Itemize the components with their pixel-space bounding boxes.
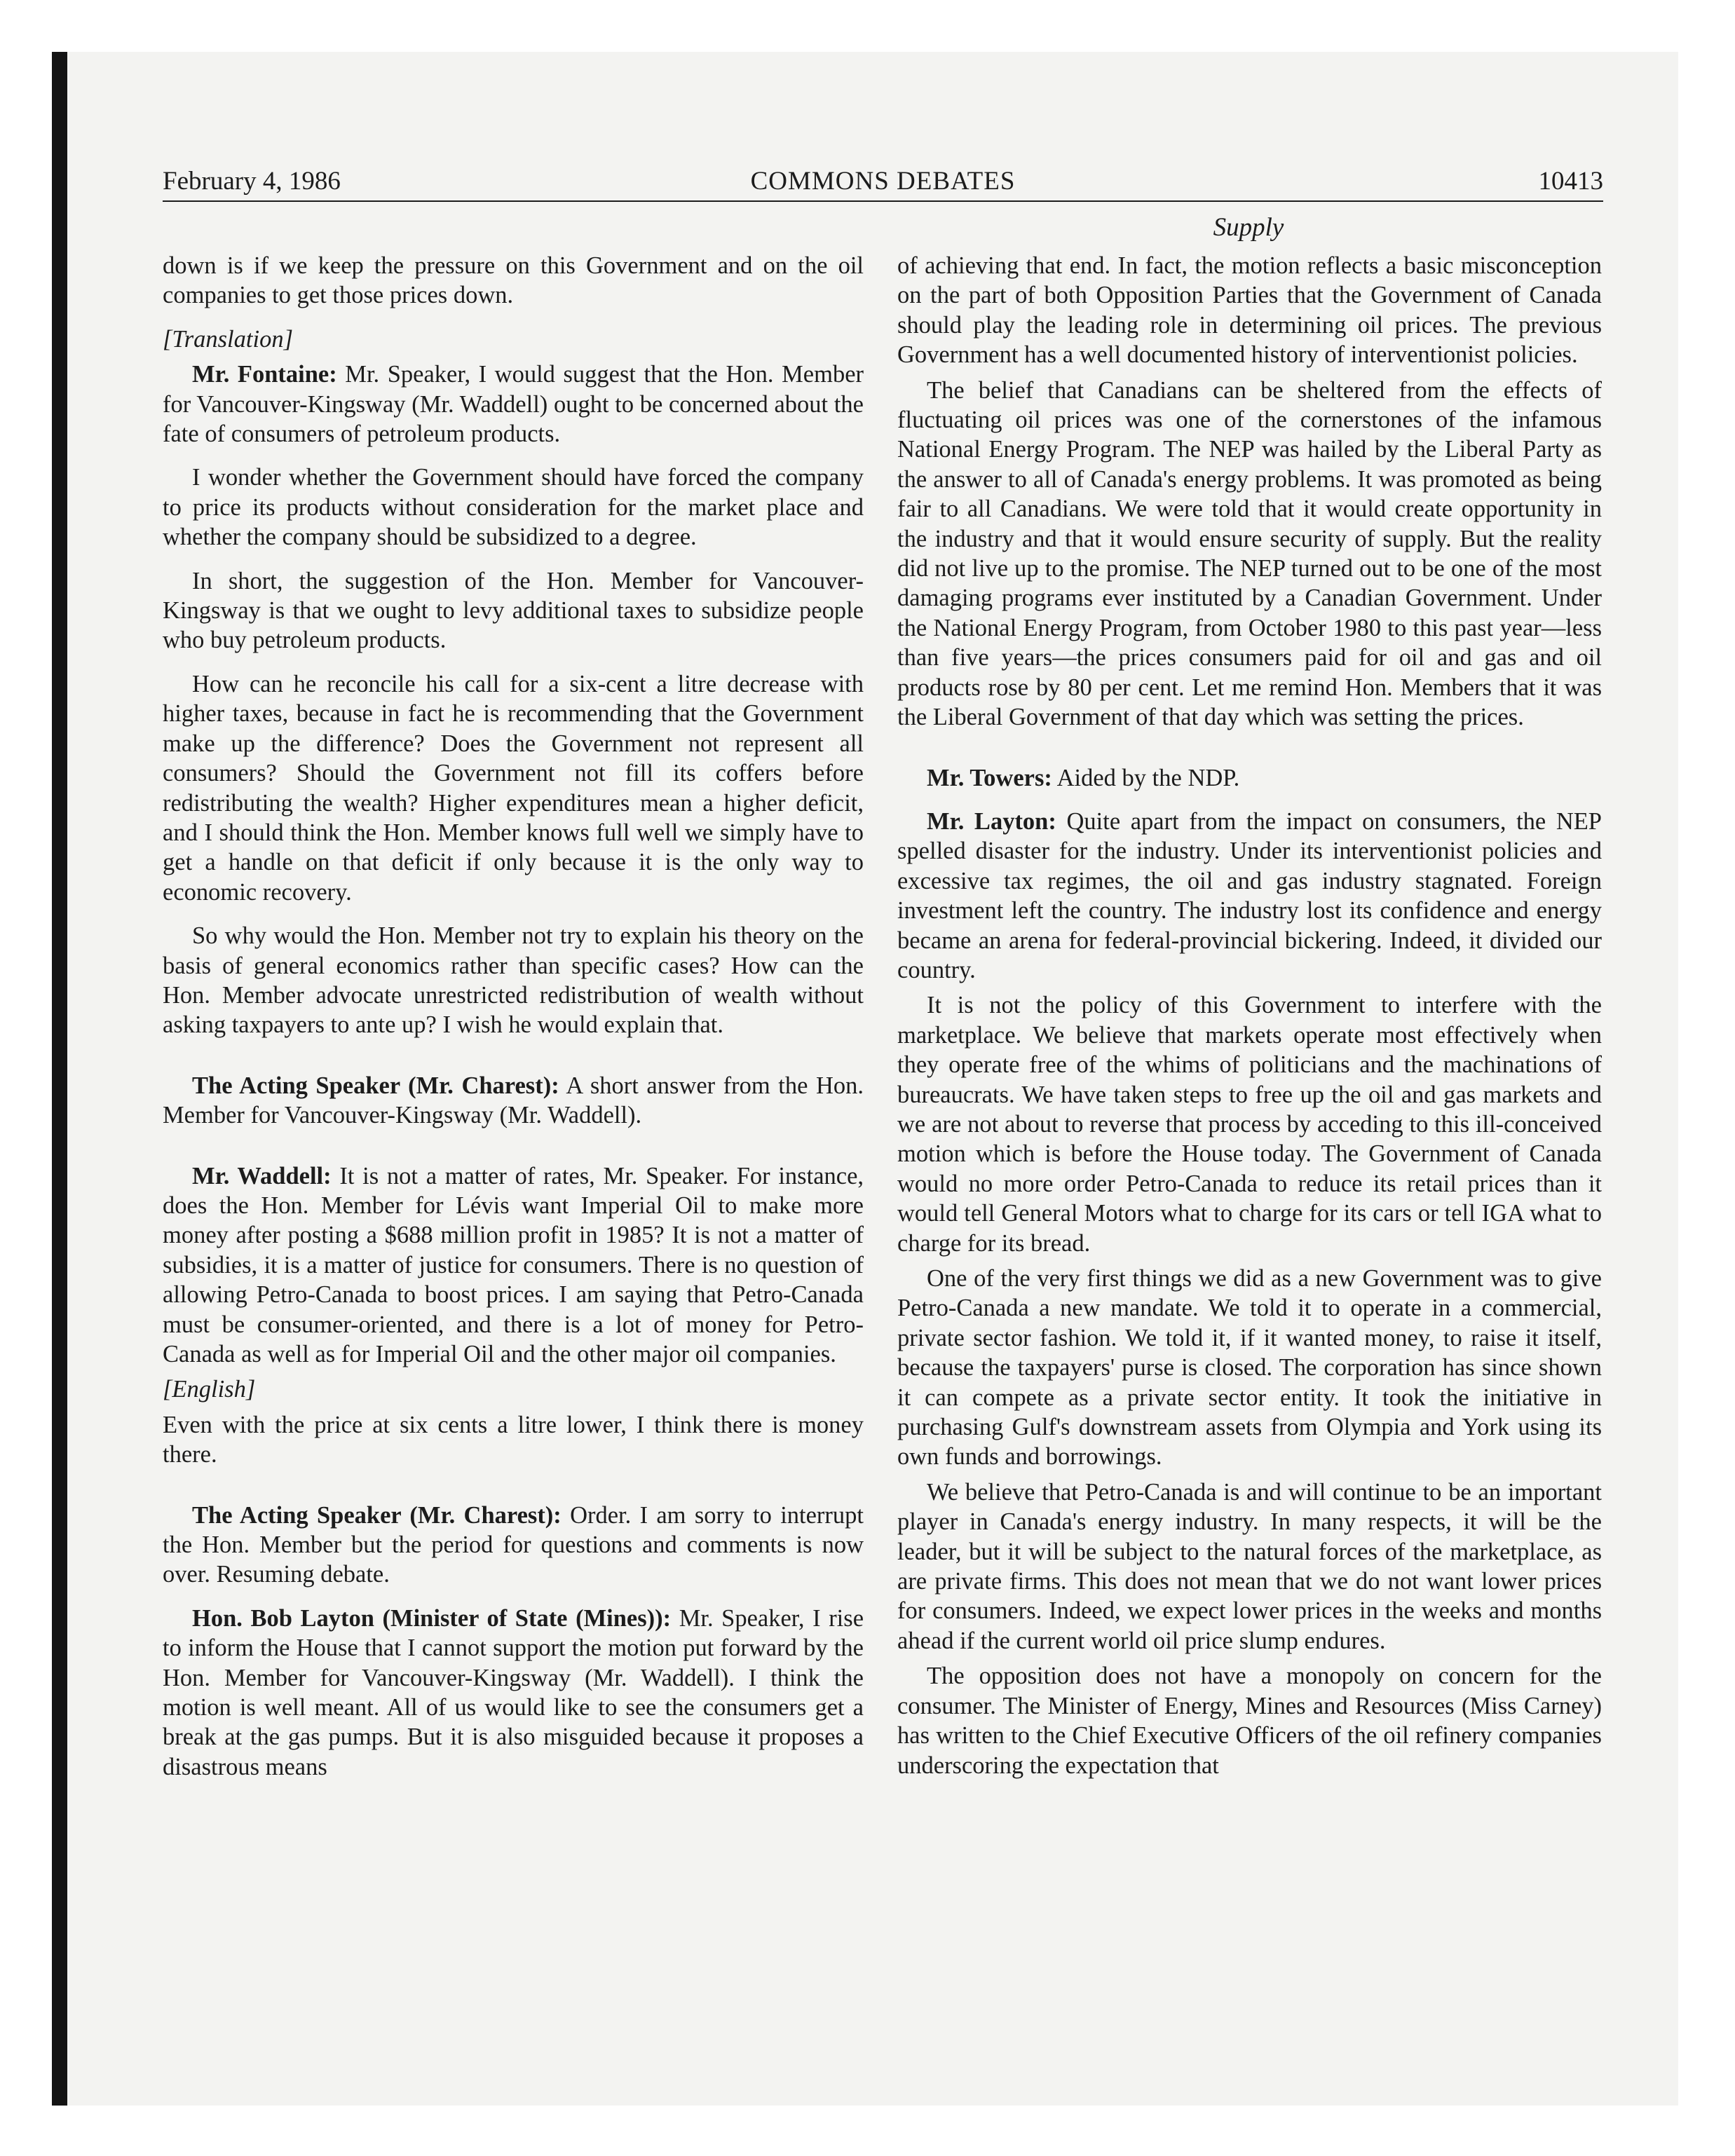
right-column — [897, 251, 1602, 1780]
header-date: February 4, 1986 — [163, 167, 341, 196]
paragraph: Hon. Bob Layton (Minister of State (Mines)): Mr. Speaker, I rise to inform the House that I cannot support the motion put forward by the Hon. Member for Vancouver-Kingsway (Mr. Waddell). I think the motion is well meant. All of us would like to see the consumers get a break at the gas pumps. But it is also misguided because it proposes a disastrous means — [163, 1604, 864, 1780]
page-header — [163, 161, 1603, 202]
paragraph: The belief that Canadians can be sheltered from the effects of fluctuating oil prices was one of the cornerstones of the infamous National Energy Program. The NEP was hailed by the Liberal Party as the answer to all of Canada's energy problems. It was promoted as being fair to all Canadians. We were told that it would create opportunity in the industry and that it would ensure security of supply. But the reality did not live up to the promise. The NEP turned out to be one of the most damaging programs ever instituted by a Canadian Government. Under the National Energy Program, from October 1980 to this past year—less than five years—the prices consumers paid for oil and gas and oil products rose by 80 per cent. Let me remind Hon. Members that it was the Liberal Government of that day which was setting the prices. — [897, 376, 1602, 731]
paragraph: Mr. Waddell: It is not a matter of rates, Mr. Speaker. For instance, does the Hon. Member for Lévis want Imperial Oil to make more money after posting a $688 million profit in 1985? It is not a matter of subsidies, it is a matter of justice for consumers. There is no question of allowing Petro-Canada to boost prices. I am saying that Petro-Canada must be consumer-oriented, and there is a lot of money for Petro-Canada as well as for Imperial Oil and the other major oil companies. — [163, 1162, 864, 1367]
paragraph: down is if we keep the pressure on this Government and on the oil companies to get those prices down. — [163, 252, 864, 309]
paragraph: So why would the Hon. Member not try to explain his theory on the basis of general economics rather than specific cases? How can the Hon. Member advocate unrestricted redistribution of wealth without asking taxpayers to ante up? I wish he would explain that. — [163, 922, 864, 1039]
paragraph: Mr. Fontaine: Mr. Speaker, I would suggest that the Hon. Member for Vancouver-Kingsway (Mr. Waddell) ought to be concerned about the fate of consumers of petroleum products. — [163, 361, 864, 448]
speaker-name: The Acting Speaker (Mr. Charest): — [192, 1501, 562, 1529]
left-column — [163, 251, 864, 1782]
speaker-name: The Acting Speaker (Mr. Charest): — [192, 1072, 559, 1099]
header-journal-title: COMMONS DEBATES — [750, 167, 1016, 196]
paragraph: The opposition does not have a monopoly on concern for the consumer. The Minister of Energy, Mines and Resources (Miss Carney) has written to the Chief Executive Officers of the oil refinery companies underscoring the expectation that — [897, 1663, 1602, 1779]
paragraph: We believe that Petro-Canada is and will continue to be an important player in Canada's energy industry. In many respects, it will be the leader, but it will be subject to the natural forces of the marketplace, as are private firms. This does not mean that we do not want lower prices for consumers. Indeed, we expect lower prices in the weeks and months ahead if the current world oil price slump endures. — [897, 1478, 1602, 1654]
paragraph: Mr. Towers: Aided by the NDP. — [927, 764, 1240, 791]
paragraph: One of the very first things we did as a new Government was to give Petro-Canada a new mandate. We told it to operate in a commercial, private sector fashion. We told it, if it wanted money, to raise it itself, because the taxpayers' purse is closed. The corporation has since shown it can compete as a private sector entity. It took the initiative in purchasing Gulf's downstream assets from Olympia and York using its own funds and borrowings. — [897, 1265, 1602, 1471]
paragraph: The Acting Speaker (Mr. Charest): Order. I am sorry to interrupt the Hon. Member but the period for questions and comments is now over. Resuming debate. — [163, 1501, 864, 1588]
paragraph: The Acting Speaker (Mr. Charest): A short answer from the Hon. Member for Vancouver-Kingsway (Mr. Waddell). — [163, 1072, 864, 1129]
paragraph: of achieving that end. In fact, the motion reflects a basic misconception on the part of both Opposition Parties that the Government of Canada should play the leading role in determining oil prices. The previous Government has a well documented history of interventionist policies. — [897, 252, 1602, 369]
speaker-name: Mr. Layton: — [927, 807, 1056, 835]
header-page-number: 10413 — [1538, 167, 1603, 196]
speaker-name: Mr. Waddell: — [192, 1162, 332, 1189]
language-marker: [Translation] — [163, 325, 293, 353]
paragraph: Even with the price at six cents a litre lower, I think there is money there. — [163, 1411, 864, 1468]
paragraph: It is not the policy of this Government to interfere with the marketplace. We believe that markets operate most effectively when they operate free of the whims of politicians and the machinations of bureaucrats. We have taken steps to free up the oil and gas markets and we are not about to reverse that process by acceding to this ill-conceived motion which is before the House today. The Government of Canada would no more order Petro-Canada to reduce its retail prices than it would tell General Motors what to charge for its cars or tell IGA what to charge for its bread. — [897, 992, 1602, 1257]
running-head: Supply — [1213, 213, 1284, 242]
paragraph: How can he reconcile his call for a six-cent a litre decrease with higher taxes, because in fact he is recommending that the Government make up the difference? Does the Government not represent all consumers? Should the Government not fill its coffers before redistributing the wealth? Higher expenditures mean a higher deficit, and I should think the Hon. Member knows full well we simply have to get a handle on that deficit if only because it is the only way to economic recovery. — [163, 670, 864, 906]
paragraph: In short, the suggestion of the Hon. Member for Vancouver-Kingsway is that we ought to levy additional taxes to subsidize people who buy petroleum products. — [163, 567, 864, 654]
scan-edge-bar — [52, 52, 67, 2106]
speaker-name: Mr. Towers: — [927, 764, 1052, 791]
speaker-name: Hon. Bob Layton (Minister of State (Mines)): — [192, 1604, 672, 1632]
paragraph: I wonder whether the Government should have forced the company to price its products without consideration for the market place and whether the company should be subsidized to a degree. — [163, 464, 864, 551]
language-marker: [English] — [163, 1376, 256, 1403]
paragraph: Mr. Layton: Quite apart from the impact on consumers, the NEP spelled disaster for the industry. Under its interventionist policies and excessive tax regimes, the oil and gas industry stagnated. Foreign investment left the country. The industry lost its confidence and energy became an arena for federal-provincial bickering. Indeed, it divided our country. — [897, 807, 1602, 983]
speaker-name: Mr. Fontaine: — [192, 361, 337, 388]
